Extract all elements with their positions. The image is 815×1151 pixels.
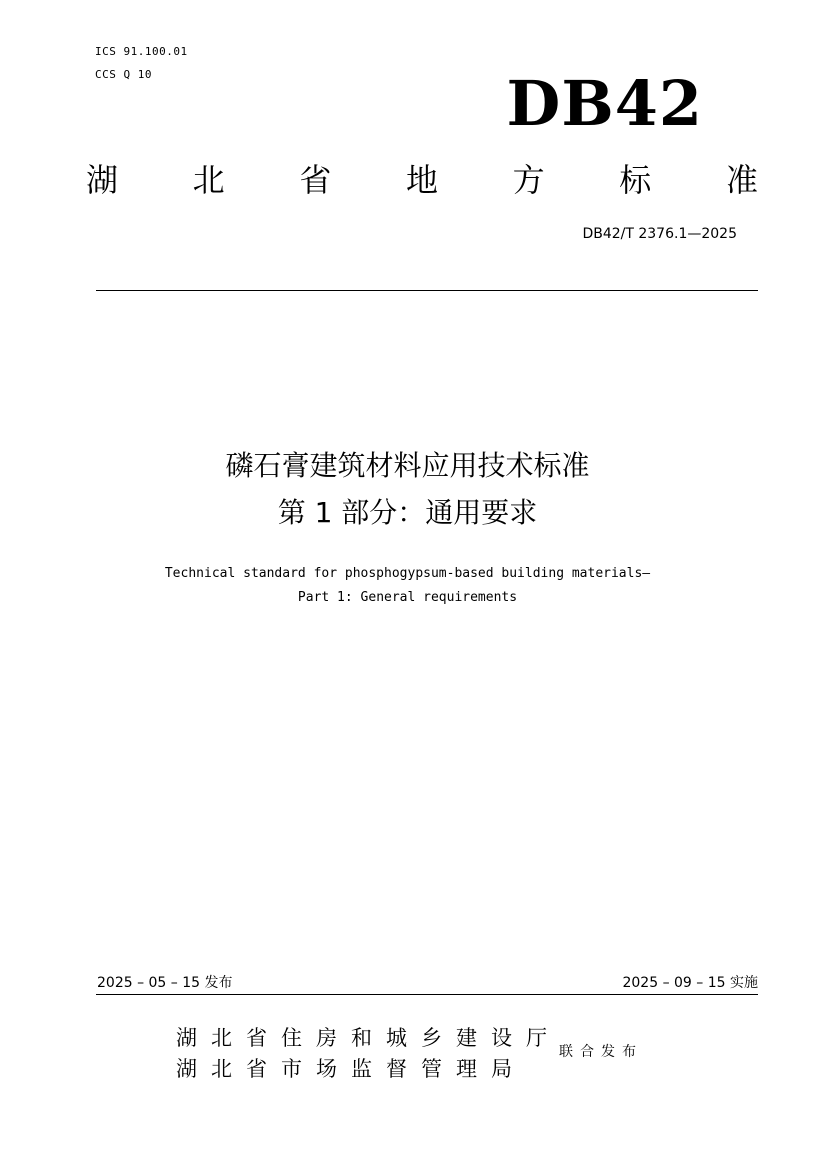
issuer-housing-department [176,1024,561,1052]
issuer-char: 湖 [176,1057,198,1081]
standard-type-char: 省 [299,161,332,199]
issuer-char: 局 [491,1057,513,1081]
issuer-char: 湖 [176,1026,198,1050]
bottom-divider [96,994,758,995]
issuer-char: 北 [211,1026,233,1050]
joint-release-label: 联合发布 [559,1044,643,1060]
ccs-code: CCS Q 10 [95,68,152,81]
issuer-char: 设 [491,1026,513,1050]
release-date: 2025 – 05 – 15 发布 [97,975,233,991]
issuer-market-supervision-bureau [176,1055,526,1083]
title-en-line1: Technical standard for phosphogypsum-based building materials— [164,566,651,581]
issuer-char: 省 [246,1057,268,1081]
standard-type-char: 标 [619,161,652,199]
title-en-line2: Part 1: General requirements [297,590,518,605]
issuer-char: 市 [281,1057,303,1081]
issuer-char: 监 [351,1057,373,1081]
issuer-char: 省 [246,1026,268,1050]
standard-type-char: 北 [192,161,225,199]
issuer-char: 乡 [421,1026,443,1050]
issuer-char: 管 [421,1057,443,1081]
issuer-char: 建 [456,1026,478,1050]
issuer-char: 督 [386,1057,408,1081]
standard-type-char: 地 [405,161,438,199]
top-divider [96,290,758,291]
ics-code: ICS 91.100.01 [95,45,188,58]
title-cn-line1: 磷石膏建筑材料应用技术标准 [225,449,590,482]
standard-type-char: 方 [512,161,545,199]
standard-type-char: 湖 [86,161,119,199]
issuer-char: 厅 [526,1026,548,1050]
classification-codes [95,40,188,86]
issuer-char: 北 [211,1057,233,1081]
standard-type-char: 准 [725,161,758,199]
db-logo: DB42 [506,67,703,140]
issuer-char: 和 [351,1026,373,1050]
issuer-char: 场 [316,1057,338,1081]
standard-number: DB42/T 2376.1—2025 [582,226,737,242]
standard-type-heading [86,154,758,202]
issuer-char: 房 [316,1026,338,1050]
title-cn-line2: 第 1 部分：通用要求 [277,496,538,529]
issuer-char: 住 [281,1026,303,1050]
issuer-char: 理 [456,1057,478,1081]
issuer-char: 城 [386,1026,408,1050]
implementation-date: 2025 – 09 – 15 实施 [622,975,758,991]
